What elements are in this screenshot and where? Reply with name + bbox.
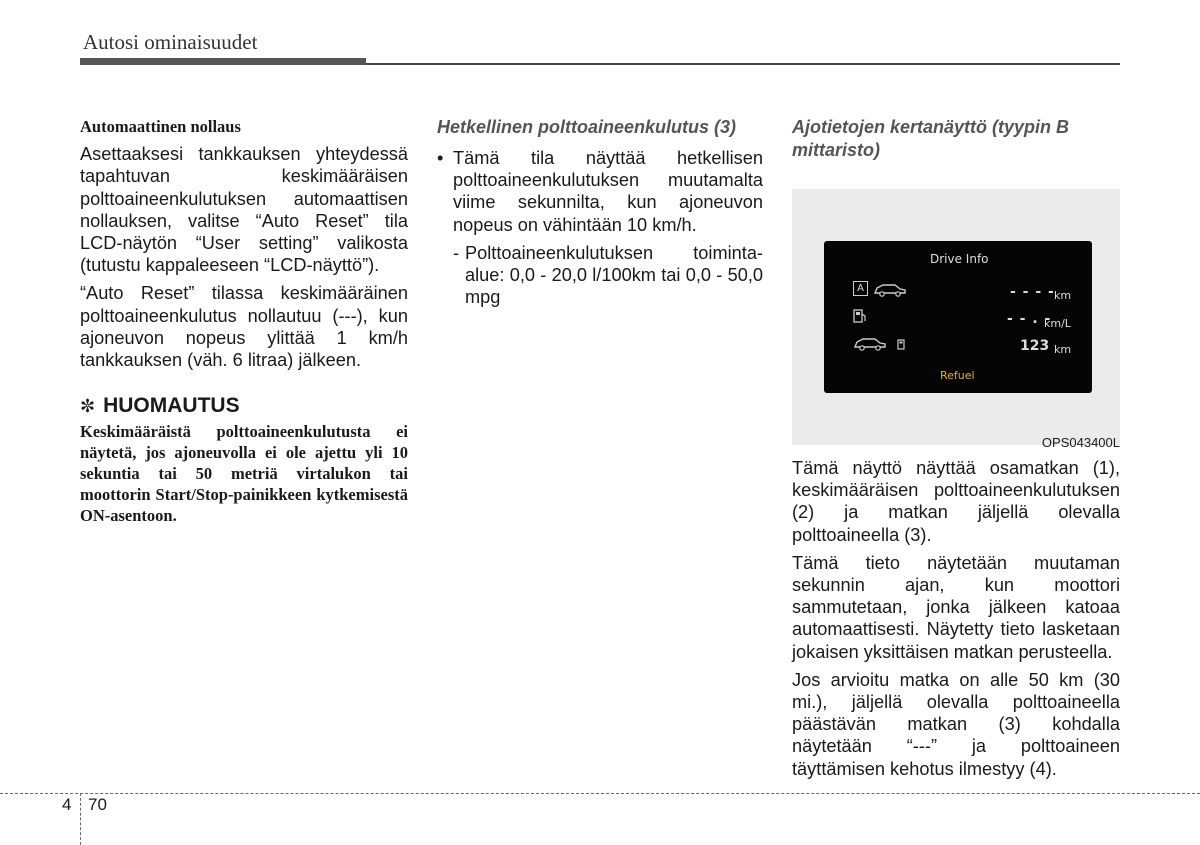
dash-text: Polttoaineenkulutuksen toiminta-alue: 0,0 - 20,0 l/100km tai 0,0 - 50,0 mpg <box>465 242 763 308</box>
page-header-title: Autosi ominaisuudet <box>83 30 258 54</box>
header-rule-thin <box>366 63 1120 65</box>
refuel-warning: Refuel <box>940 369 975 382</box>
figure-drive-info <box>792 189 1120 450</box>
bullet-text: Tämä tila näyttää hetkellisen polttoaineenkulutuksen muutamalta viime sekunnilta, kun ajoneuvon nopeus on vähintään 10 km/h. <box>453 148 763 235</box>
paragraph: Tämä tieto näytetään muutaman sekunnin ajan, kun moottori sammutetaan, jonka jälkeen katoaa automaattisesti. Näytetty tieto lasketaan jokaisen yksittäisen matkan perusteella. <box>792 552 1120 662</box>
note-star-icon: ✼ <box>80 396 96 417</box>
header-rule-thick <box>80 58 366 65</box>
page-number: 70 <box>88 795 107 814</box>
fuel-pump-icon <box>853 308 867 324</box>
trip-a-badge: A <box>853 281 868 296</box>
range-unit: km <box>1054 343 1072 356</box>
section-number: 4 <box>62 795 72 814</box>
dash-item <box>437 242 763 309</box>
footer-dashed-divider <box>80 793 81 845</box>
footer-dashed-line <box>0 793 1200 794</box>
car-range-icon <box>853 335 889 351</box>
column-middle <box>437 116 763 308</box>
average-consumption-unit: km/L <box>1044 317 1071 330</box>
dash-mark: - <box>453 242 460 263</box>
car-icon <box>873 281 907 297</box>
note-heading <box>80 395 408 417</box>
trip-distance-value: - - - - <box>1010 284 1055 300</box>
lcd-display <box>824 241 1092 393</box>
paragraph: Jos arvioitu matka on alle 50 km (30 mi.), jäljellä olevalla polttoaineella päästävän matkan (3) kohdalla näytetään “---” ja polttoaineen täyttämisen kehotus ilmestyy (4). <box>792 669 1120 779</box>
bullet-mark: • <box>437 148 444 168</box>
lcd-title: Drive Info <box>930 252 989 266</box>
column-left <box>80 116 408 526</box>
figure-label: OPS043400L <box>1041 435 1120 450</box>
range-value: 123 <box>1020 338 1050 354</box>
note-body: Keskimääräistä polttoaineenkulutusta ei näytetä, jos ajoneuvolla ei ole ajettu yli 10 sekuntia tai 50 metriä virtalukon tai moottorin Start/Stop-painikkeen kytkemisestä ON-asentoon. <box>80 422 408 526</box>
fuel-small-icon <box>897 338 907 350</box>
paragraph: Asettaaksesi tankkauksen yhteydessä tapahtuvan keskimääräisen polttoaineenkulutuksen automaattisen nollauksen, valitse “Auto Reset” tila LCD-näytön “User setting” valikosta (tutustu kappaleeseen “LCD-näyttö”). <box>80 144 408 276</box>
subheading-auto-reset: Automaattinen nollaus <box>80 117 241 136</box>
trip-distance-unit: km <box>1054 289 1072 302</box>
column-right <box>792 116 1120 786</box>
section-heading-drive-info: Ajotietojen kertanäyttö (tyypin B mittaristo) <box>792 117 1070 160</box>
paragraph: Tämä näyttö näyttää osamatkan (1), keskimääräisen polttoaineenkulutuksen (2) ja matkan jäljellä olevalla polttoaineella (3). <box>792 458 1120 545</box>
average-consumption-value: - - . - <box>1007 311 1052 327</box>
section-heading-instant-consumption: Hetkellinen polttoaineenkulutus (3) <box>437 117 737 137</box>
paragraph: “Auto Reset” tilassa keskimääräinen polttoaineenkulutus nollautuu (---), kun ajoneuvon nopeus ylittää 1 km/h tankkauksen (väh. 6 litraa) jälkeen. <box>80 283 408 371</box>
bullet-item <box>437 147 763 236</box>
note-title: HUOMAUTUS <box>103 394 240 418</box>
